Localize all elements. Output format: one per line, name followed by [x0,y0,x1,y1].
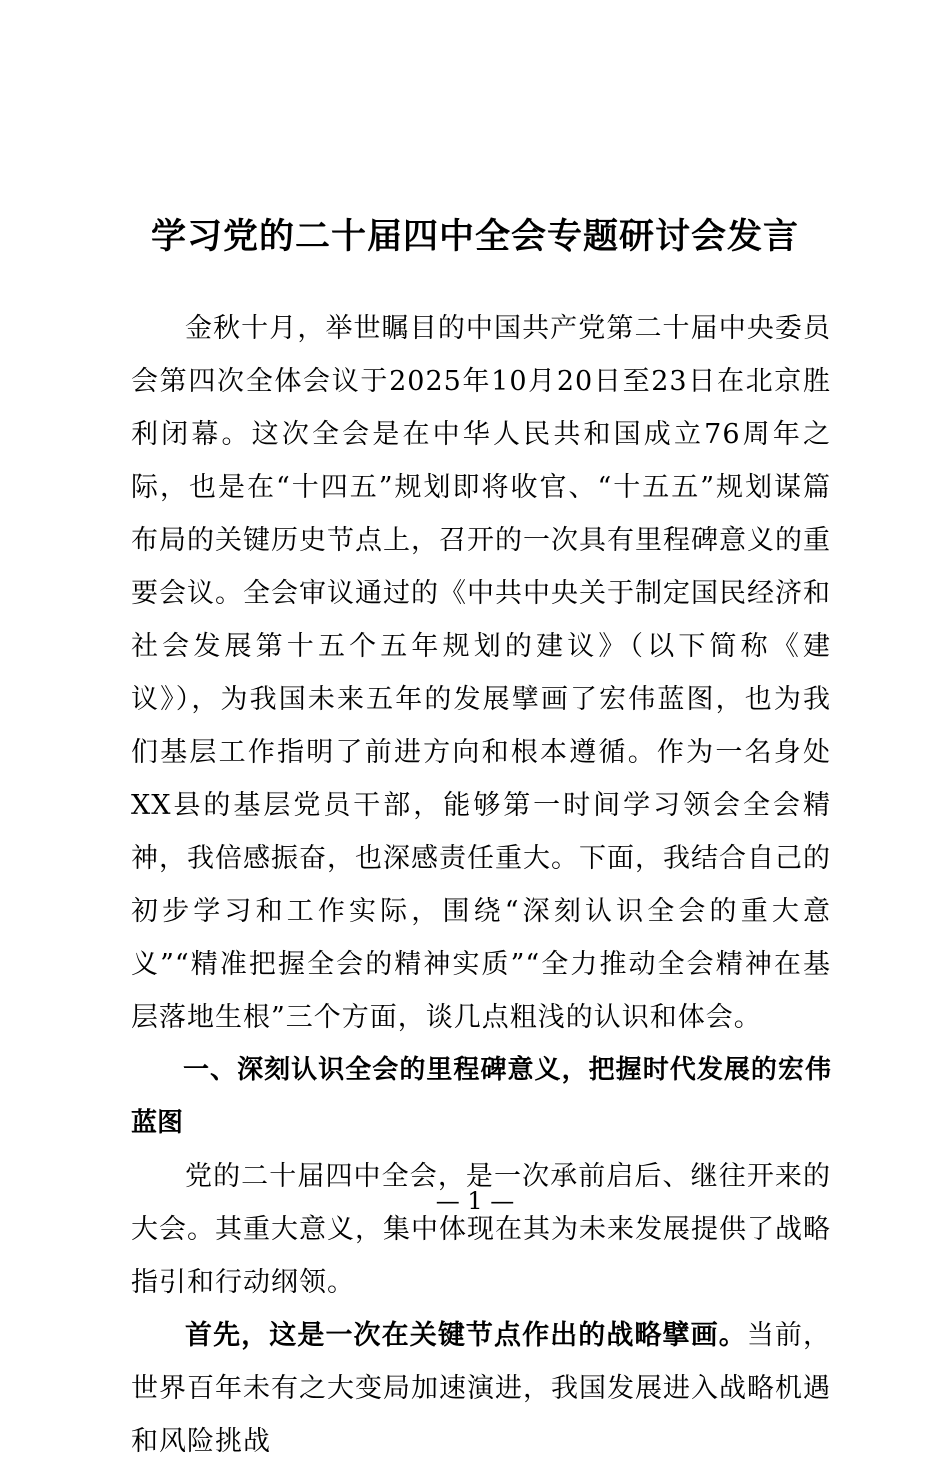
document-title: 学习党的二十届四中全会专题研讨会发言 [150,216,799,257]
document-body [131,302,831,1468]
paragraph-significance: 党的二十届四中全会，是一次承前启后、继往开来的大会。其重大意义，集中体现在其为未来发展提供了战略指引和行动纲领。 [131,1161,831,1298]
page-number: — 1 — [435,1187,515,1215]
paragraph-lead-bold: 首先，这是一次在关键节点作出的战略擘画。 [185,1320,747,1351]
paragraph-intro: 金秋十月，举世瞩目的中国共产党第二十届中央委员会第四次全体会议于2025年10月20日至23日在北京胜利闭幕。这次全会是在中华人民共和国成立76周年之际，也是在“十四五”规划即将收官、“十五五”规划谋篇布局的关键历史节点上，召开的一次具有里程碑意义的重要会议。全会审议通过的《中共中央关于制定国民经济和社会发展第十五个五年规划的建议》（以下简称《建议》），为我国未来五年的发展擘画了宏伟蓝图，也为我们基层工作指明了前进方向和根本遵循。作为一名身处XX县的基层党员干部，能够第一时间学习领会全会精神，我倍感振奋，也深感责任重大。下面，我结合自己的初步学习和工作实际，围绕“深刻认识全会的重大意义”“精准把握全会的精神实质”“全力推动全会精神在基层落地生根”三个方面，谈几点粗浅的认识和体会。 [131,313,831,1033]
section-heading-1: 一、深刻认识全会的里程碑意义，把握时代发展的宏伟蓝图 [131,1055,831,1138]
paragraph-first-point [131,1309,831,1468]
paragraph-first-point-text: 当前，世界百年未有之大变局加速演进，我国发展进入战略机遇和风险挑战 [131,1320,832,1457]
